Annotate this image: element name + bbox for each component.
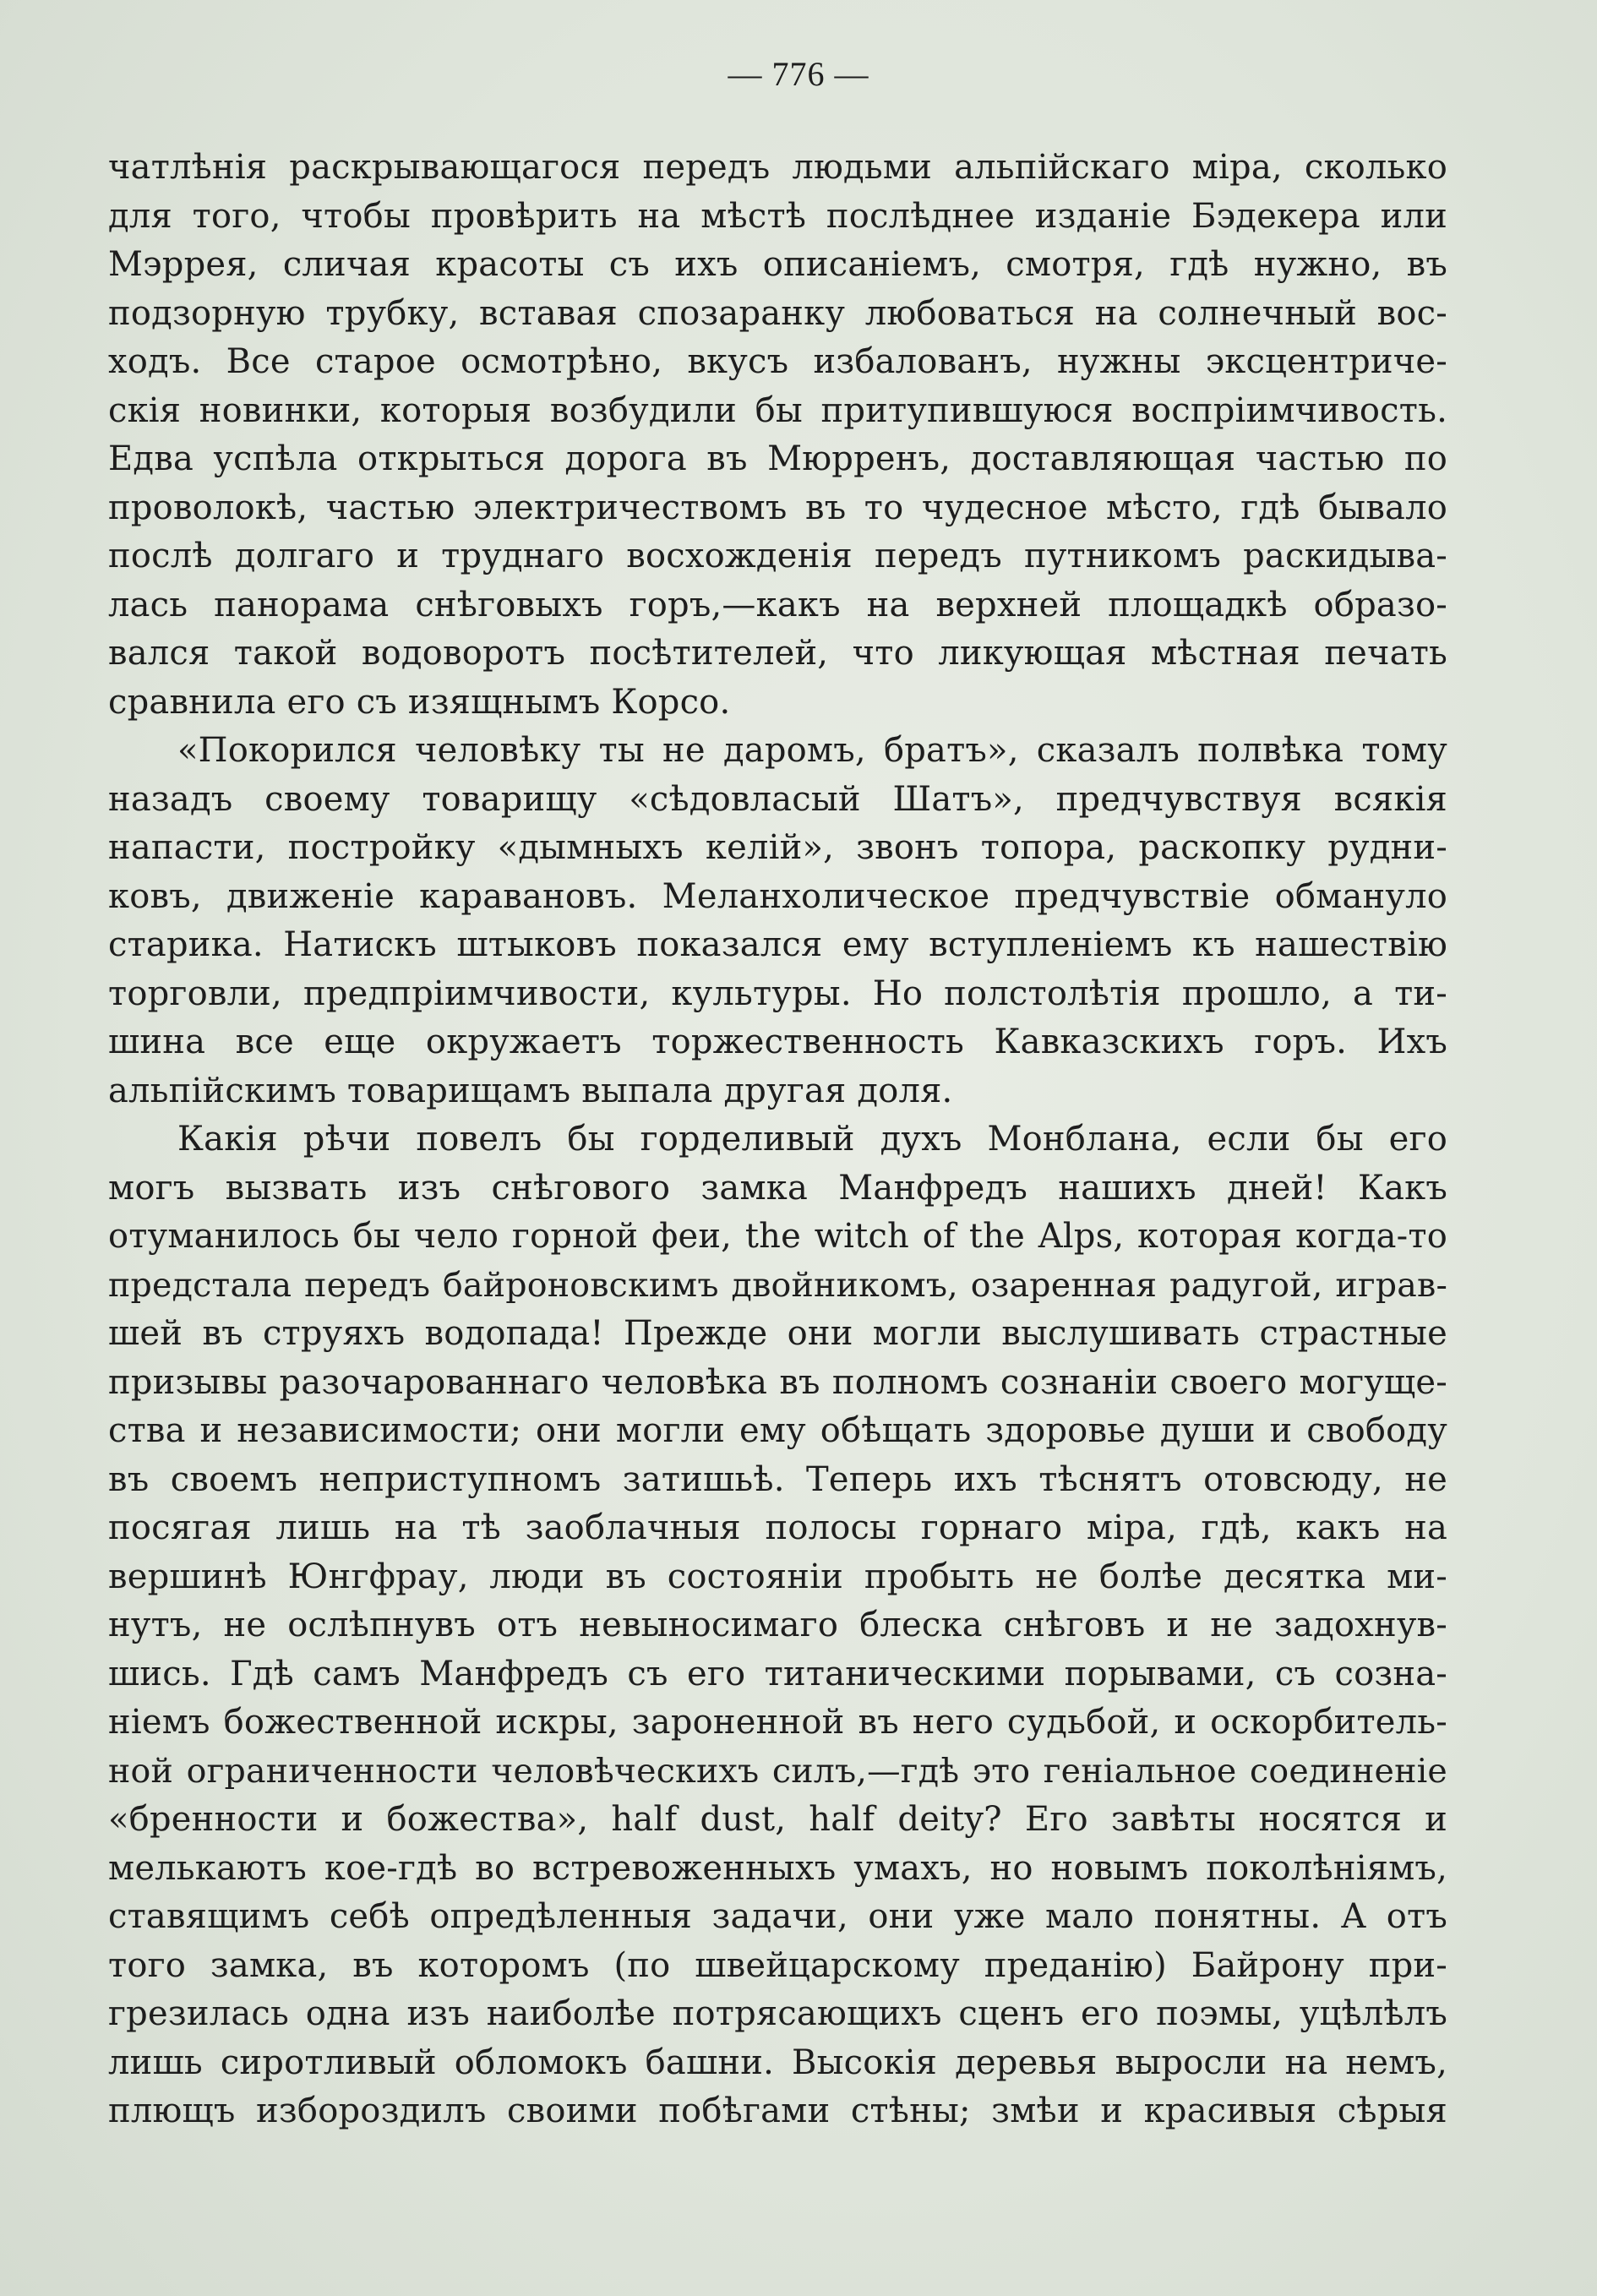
text-line: въ своемъ неприступномъ затишьѣ. Теперь ихъ тѣснятъ отовсюду, не [108, 1459, 1447, 1499]
text-line: ковъ, движеніе каравановъ. Меланхолическое предчувствіе обмануло [108, 876, 1447, 916]
text-line: сравнила его съ изящнымъ Корсо. [108, 682, 731, 722]
text-line: того замка, въ которомъ (по швейцарскому преданію) Байрону при- [108, 1945, 1447, 1985]
text-line: вался такой водоворотъ посѣтителей, что ликующая мѣстная печать [108, 634, 1447, 673]
text-line: могъ вызвать изъ снѣгового замка Манфредъ нашихъ дней! Какъ [108, 1168, 1447, 1208]
text-line: шей въ струяхъ водопада! Прежде они могли выслушивать страстные [108, 1314, 1447, 1353]
text-line: проволокѣ, частью электричествомъ въ то чудесное мѣсто, гдѣ бывало [108, 488, 1447, 527]
text-line: ной ограниченности человѣческихъ силъ,—гдѣ это геніальное соединеніе [108, 1751, 1447, 1791]
text-line: «Покорился человѣку ты не даромъ, братъ», сказалъ полвѣка тому [177, 731, 1447, 770]
paragraph-1 [108, 144, 1447, 727]
text-line: альпійскимъ товарищамъ выпала другая доля. [108, 1071, 953, 1110]
paragraph-2 [108, 727, 1447, 1115]
text-line: ставящимъ себѣ опредѣленныя задачи, они уже мало понятны. А отъ [108, 1897, 1447, 1936]
text-line: назадъ своему товарищу «сѣдовласый Шатъ», предчувствуя всякія [108, 779, 1447, 819]
text-line: напасти, постройку «дымныхъ келій», звонъ топора, раскопку рудни- [108, 828, 1447, 867]
text-line: отуманилось бы чело горной феи, the witch of the Alps, которая когда-то [108, 1217, 1447, 1256]
text-line: старика. Натискъ штыковъ показался ему вступленіемъ къ нашествію [108, 925, 1447, 964]
text-line: послѣ долгаго и труднаго восхожденія передъ путникомъ раскидыва- [108, 537, 1447, 575]
text-line: предстала передъ байроновскимъ двойникомъ, озаренная радугой, играв- [108, 1265, 1447, 1305]
text-line: лась панорама снѣговыхъ горъ,—какъ на верхней площадкѣ образо- [108, 585, 1447, 624]
text-line: ходъ. Все старое осмотрѣно, вкусъ избалованъ, нужны эксцентриче- [108, 342, 1447, 381]
text-line: Едва успѣла открыться дорога въ Мюрренъ, доставляющая частью по [108, 439, 1447, 478]
text-line: шина все еще окружаетъ торжественность Кавказскихъ горъ. Ихъ [108, 1023, 1447, 1061]
text-line: посягая лишь на тѣ заоблачныя полосы горнаго міра, гдѣ, какъ на [108, 1508, 1447, 1547]
text-line: лишь сиротливый обломокъ башни. Высокія деревья выросли на немъ, [108, 2042, 1447, 2082]
text-line: для того, чтобы провѣрить на мѣстѣ послѣднее изданіе Бэдекера или [108, 196, 1447, 236]
text-line: вершинѣ Юнгфрау, люди въ состояніи пробыть не болѣе десятка ми- [108, 1557, 1447, 1596]
text-line: «бренности и божества», half dust, half deity? Его завѣты носятся и [108, 1800, 1447, 1839]
text-line: Мэррея, сличая красоты съ ихъ описаніемъ, смотря, гдѣ нужно, въ [108, 245, 1447, 284]
body-text [108, 144, 1447, 2136]
text-line: скія новинки, которыя возбудили бы притупившуюся воспріимчивость. [108, 390, 1447, 430]
text-line: призывы разочарованнаго человѣка въ полномъ сознаніи своего могуще- [108, 1362, 1447, 1402]
text-line: грезилась одна изъ наиболѣе потрясающихъ сценъ его поэмы, уцѣлѣлъ [108, 1994, 1447, 2033]
text-line: нутъ, не ослѣпнувъ отъ невыносимаго блеска снѣговъ и не задохнув- [108, 1606, 1447, 1644]
text-line: Какія рѣчи повелъ бы горделивый духъ Монблана, если бы его [177, 1120, 1447, 1159]
text-line: ніемъ божественной искры, зароненной въ него судьбой, и оскорбитель- [108, 1703, 1447, 1742]
text-line: подзорную трубку, вставая спозаранку любоваться на солнечный вос- [108, 293, 1447, 333]
text-line: ства и независимости; они могли ему обѣщать здоровье души и свободу [108, 1411, 1447, 1450]
text-line: чатлѣнія раскрывающагося передъ людьми альпійскаго міра, сколько [108, 148, 1447, 187]
text-line: шись. Гдѣ самъ Манфредъ съ его титаническими порывами, съ созна- [108, 1654, 1447, 1693]
text-line: плющъ избороздилъ своими побѣгами стѣны; змѣи и красивыя сѣрыя [108, 2091, 1447, 2130]
paragraph-3 [108, 1115, 1447, 2136]
text-line: мелькаютъ кое-гдѣ во встревоженныхъ умахъ, но новымъ поколѣніямъ, [108, 1848, 1447, 1888]
text-line: торговли, предпріимчивости, культуры. Но полстолѣтія прошло, а ти- [108, 973, 1447, 1013]
page-number: — 776 — [728, 55, 869, 93]
